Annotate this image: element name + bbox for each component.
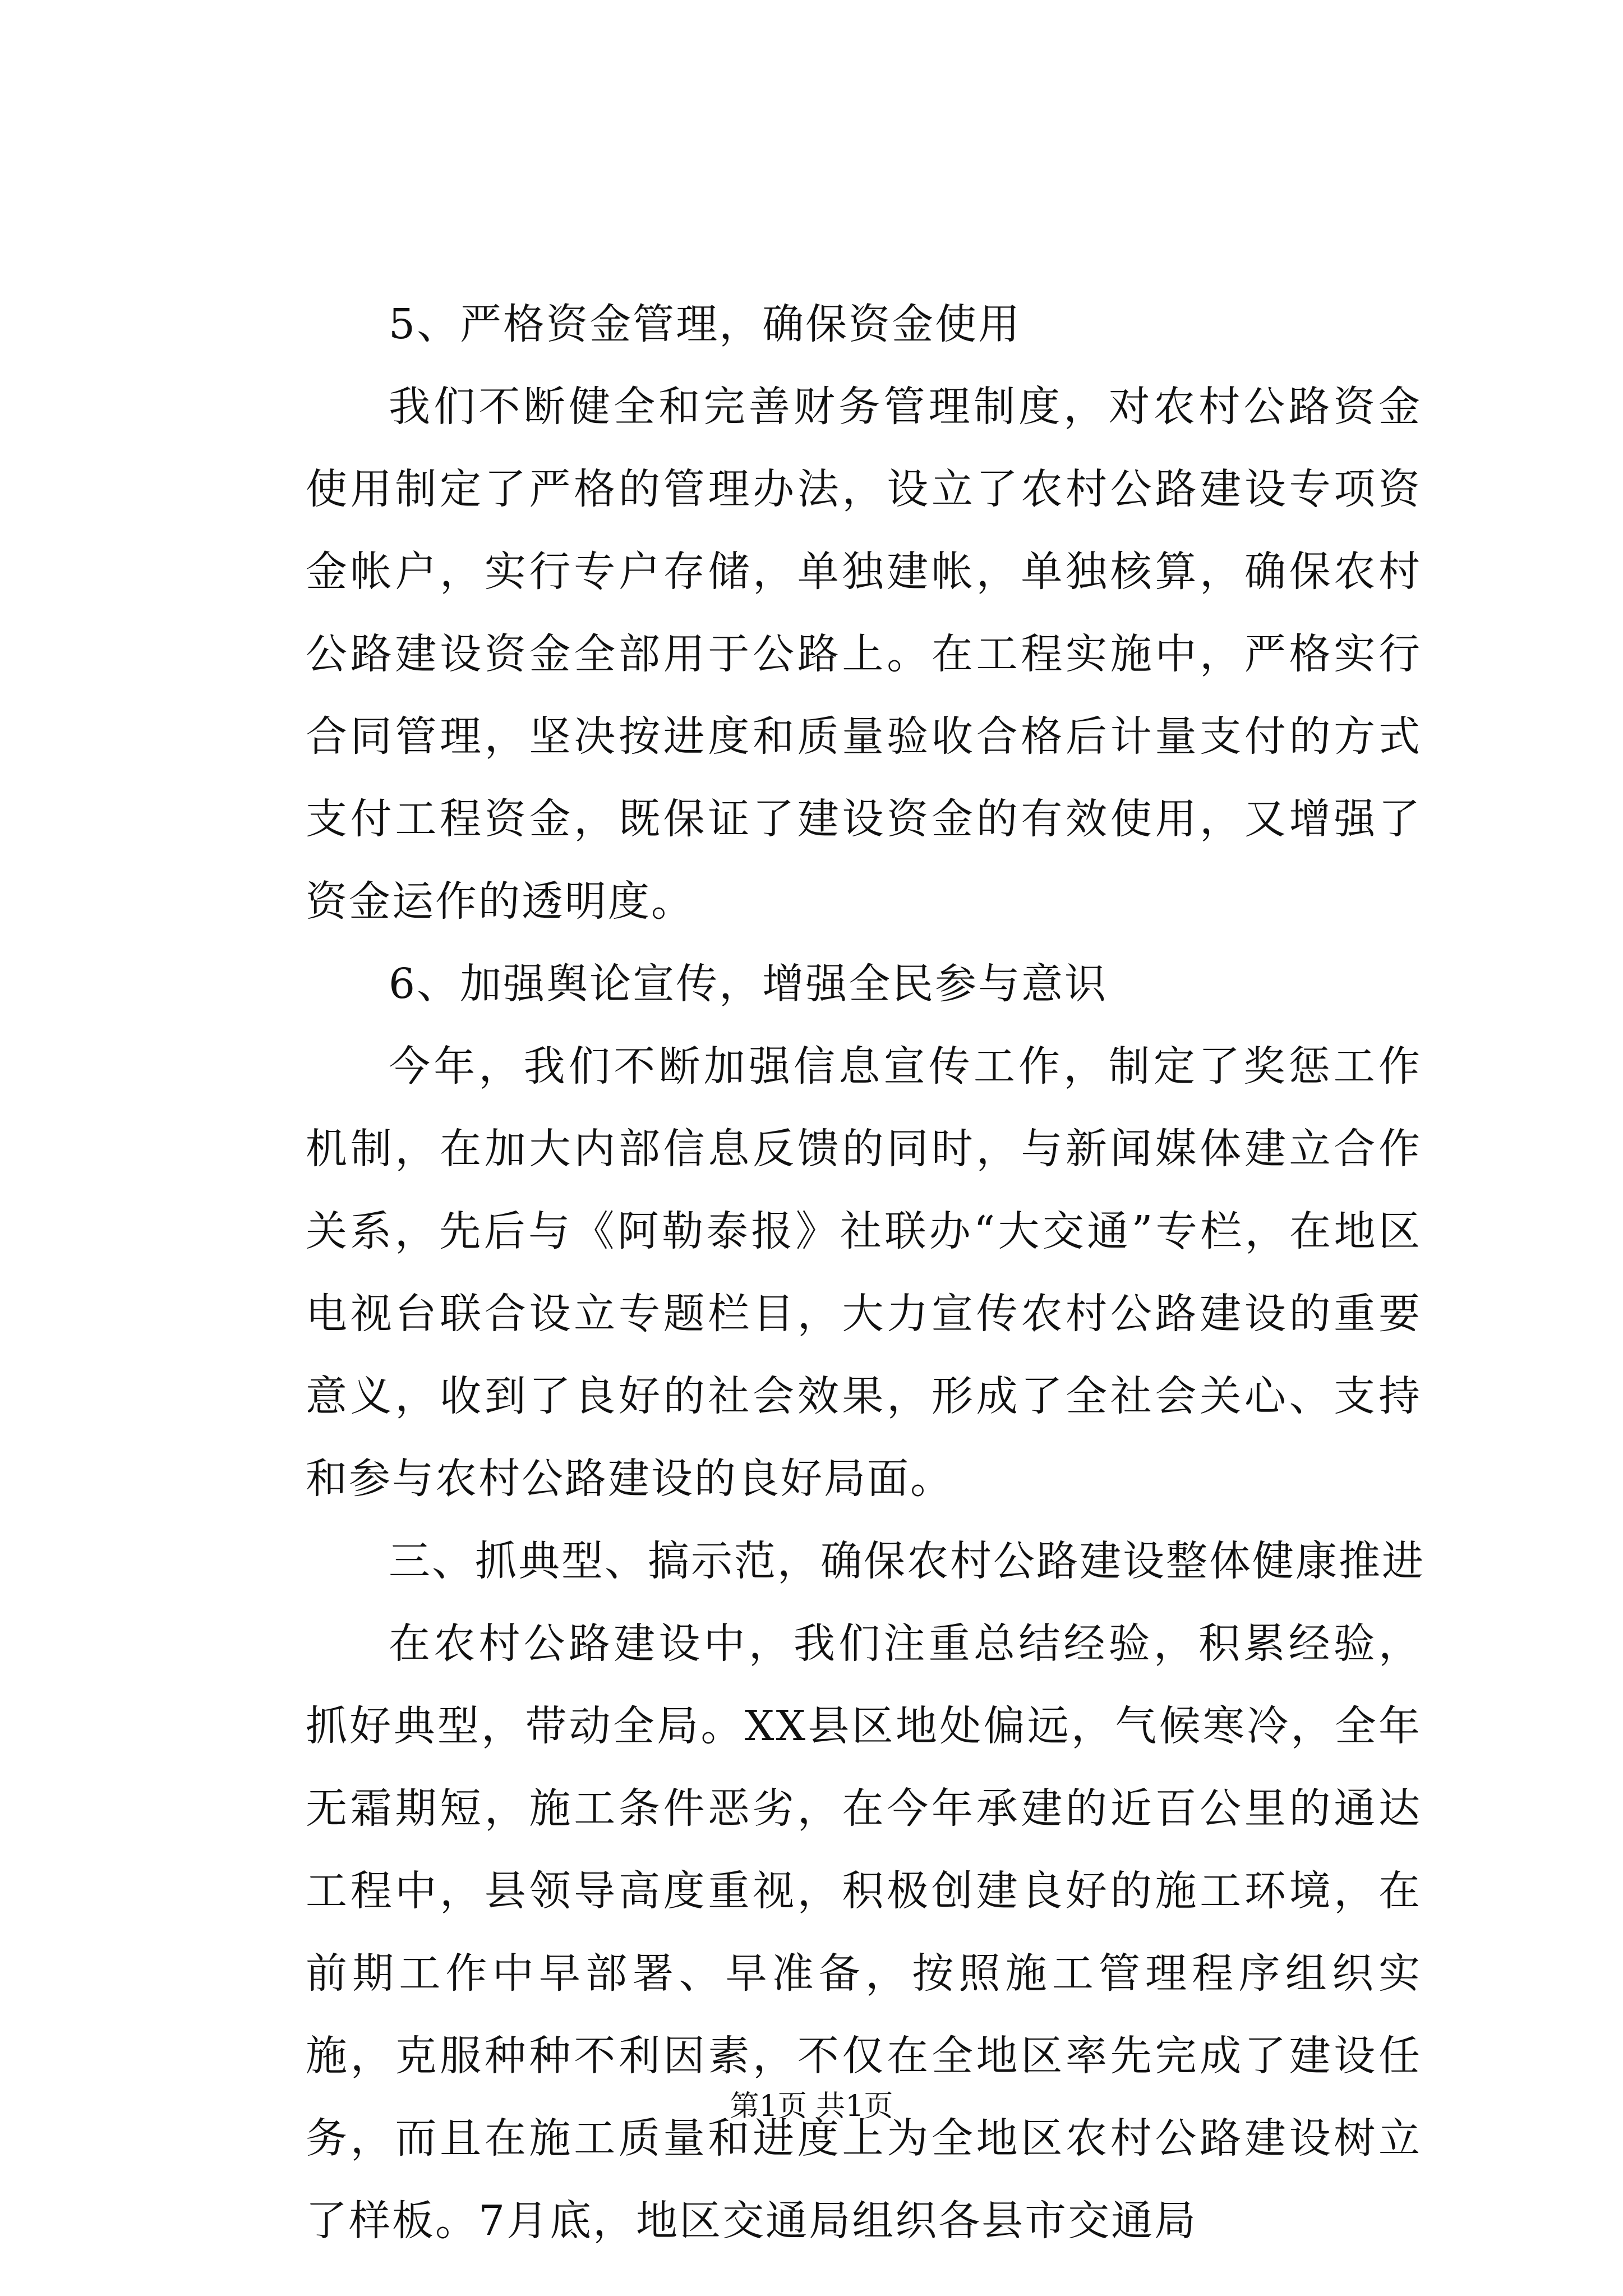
document-body: [306, 283, 1425, 2262]
paragraph-fund-management: 我们不断健全和完善财务管理制度，对农村公路资金使用制定了严格的管理办法，设立了农村公路建设专项资金帐户，实行专户存储，单独建帐，单独核算，确保农村公路建设资金全部用于公路上。在工程实施中，严格实行合同管理，坚决按进度和质量验收合格后计量支付的方式支付工程资金，既保证了建设资金的有效使用，又增强了资金运作的透明度。: [306, 383, 1422, 926]
section-heading-3: 三、抓典型、搞示范，确保农村公路建设整体健康推进: [389, 1537, 1425, 1585]
section-heading-5: 5、严格资金管理，确保资金使用: [389, 300, 1022, 348]
page-footer: 第1页 共1页: [730, 2090, 893, 2123]
paragraph-publicity: 今年，我们不断加强信息宣传工作，制定了奖惩工作机制，在加大内部信息反馈的同时，与新闻媒体建立合作关系，先后与《阿勒泰报》社联办“大交通”专栏，在地区电视台联合设立专题栏目，大力宣传农村公路建设的重要意义，收到了良好的社会效果，形成了全社会关心、支持和参与农村公路建设的良好局面。: [306, 1042, 1422, 1503]
section-heading-6: 6、加强舆论宣传，增强全民参与意识: [389, 960, 1108, 1008]
paragraph-model-projects: 在农村公路建设中，我们注重总结经验，积累经验，抓好典型，带动全局。XX县区地处偏远，气候寒冷，全年无霜期短，施工条件恶劣，在今年承建的近百公里的通达工程中，县领导高度重视，积极创建良好的施工环境，在前期工作中早部署、早准备，按照施工管理程序组织实施，克服种种不利因素，不仅在全地区率先完成了建设任务，而且在施工质量和进度上为全地区农村公路建设树立了样板。7月底，地区交通局组织各县市交通局: [306, 1619, 1422, 2245]
